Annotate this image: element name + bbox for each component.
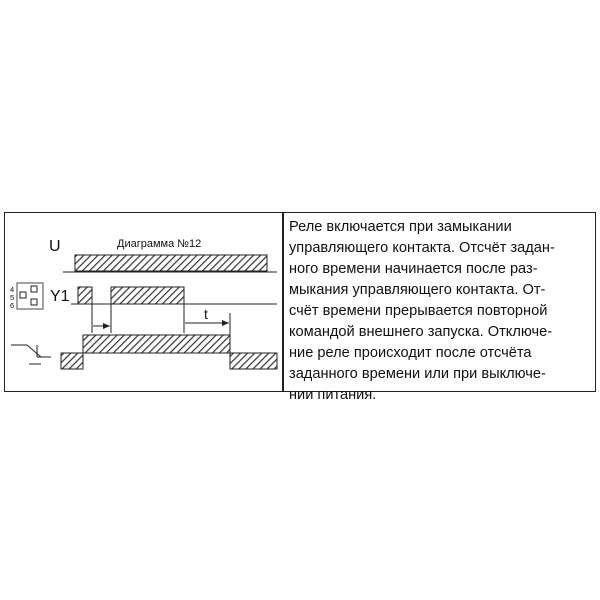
description-line: счёт времени прерывается повторной [289, 303, 548, 319]
description-line: ного времени начинается после раз- [289, 261, 538, 277]
control-label: Y1 [50, 288, 70, 305]
control-pulse-2 [111, 287, 184, 304]
terminal-number-5: 5 [10, 293, 15, 302]
terminal-block [10, 283, 43, 310]
relay-on-state [83, 335, 230, 353]
supply-signal-bar [75, 255, 267, 271]
supply-label: U [49, 238, 61, 255]
relay-contact-symbol [11, 345, 51, 364]
terminal-number-4: 4 [10, 285, 15, 294]
terminal-pin-4 [31, 286, 37, 292]
relay-initial-state [61, 353, 83, 369]
panel-divider [282, 213, 284, 391]
description-line: нии питания. [289, 387, 377, 403]
description-line: командой внешнего запуска. Отключе- [289, 324, 553, 340]
description-line: управляющего контакта. Отсчёт задан- [289, 240, 555, 256]
timing-diagram-panel [4, 212, 596, 403]
description-line: ние реле происходит после отсчёта [289, 345, 532, 361]
time-label: t [204, 306, 208, 322]
relay-final-state [230, 353, 277, 369]
description-line: Реле включается при замыкании [289, 219, 512, 235]
terminal-pin-5 [20, 292, 26, 298]
function-description [289, 217, 591, 406]
control-pulse-1 [78, 287, 92, 304]
diagram-title: Диаграмма №12 [117, 238, 202, 250]
timing-diagram [5, 213, 282, 390]
terminal-number-6: 6 [10, 301, 15, 310]
description-line: мыкания управляющего контакта. От- [289, 282, 546, 298]
terminal-pin-6 [31, 299, 37, 305]
description-line: заданного времени или при выключе- [289, 366, 546, 382]
